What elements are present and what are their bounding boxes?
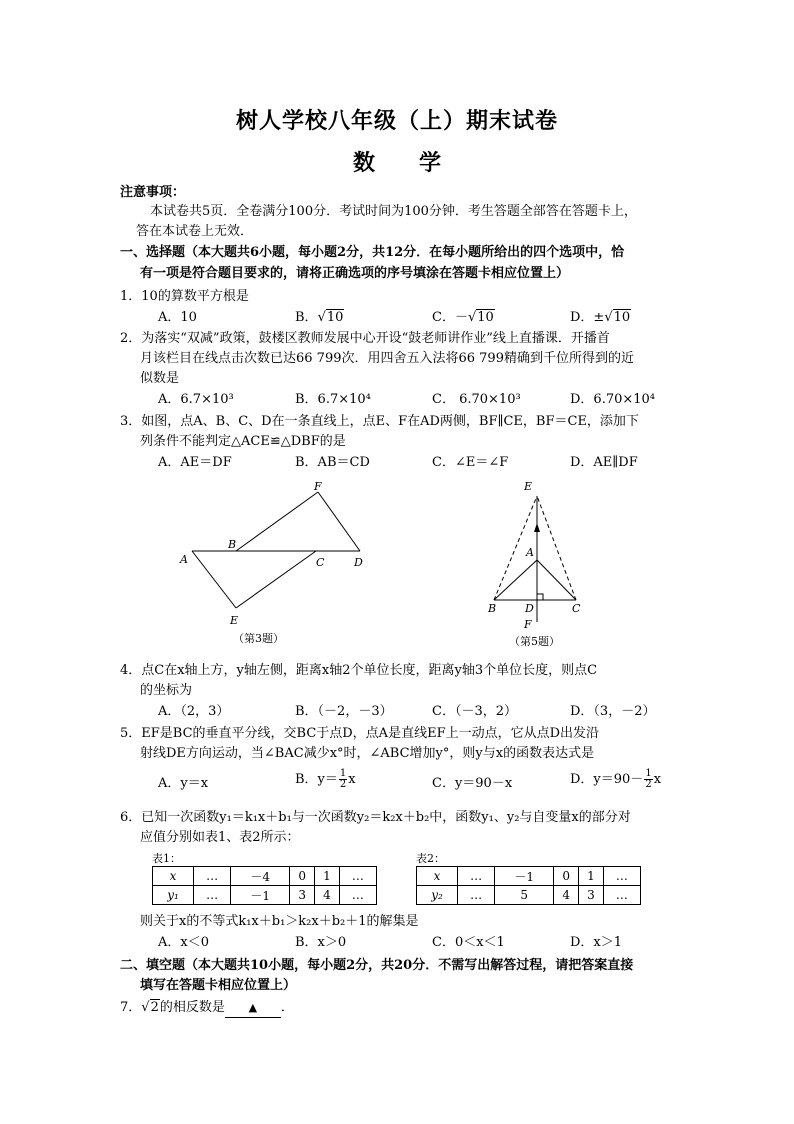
notice-line2: 答在本试卷上无效． xyxy=(136,224,254,239)
table2-row-x xyxy=(417,867,641,886)
q2-option-a: A．6.7×10³ xyxy=(158,392,234,407)
fig5-label-f: F xyxy=(524,618,532,631)
table1-label: 表1： xyxy=(152,852,181,865)
q2-line1: 2．为落实“双减”政策，鼓楼区教师发展中心开设“鼓老师讲作业”线上直播课．开播首 xyxy=(120,331,610,346)
q1-stem: 1．10的算数平方根是 xyxy=(120,289,249,304)
table-cell: … xyxy=(339,886,376,905)
q2-line3: 似数是 xyxy=(140,371,180,386)
fig5-label-a: A xyxy=(526,546,534,559)
table-cell: … xyxy=(458,886,495,905)
table-cell: … xyxy=(339,867,376,886)
q5-option-a: A．y＝x xyxy=(158,776,209,791)
q3-option-c: C．∠E＝∠F xyxy=(432,455,509,470)
q7-stem: 7．√2的相反数是 ▲ ． xyxy=(120,998,294,1018)
table1-row-x xyxy=(153,867,377,886)
q3-line1: 3．如图，点A、B、C、D在一条直线上，点E、F在AD两侧，BF∥CE，BF＝CE，添加下 xyxy=(120,414,639,429)
table-cell: 1 xyxy=(315,867,340,886)
table2-label: 表2： xyxy=(416,852,445,865)
q6-option-a: A．x＜0 xyxy=(158,935,209,950)
table2-row-y xyxy=(417,886,641,905)
fig3-line-fd xyxy=(318,492,360,551)
q3-line2: 列条件不能判定△ACE≌△DBF的是 xyxy=(140,434,346,449)
figure-q5 xyxy=(480,476,600,652)
q1-option-d: D．±√10 xyxy=(570,310,631,325)
q6-option-b: B．x＞0 xyxy=(295,935,347,950)
table-cell: … xyxy=(194,867,231,886)
section1-heading-line2: 有一项是符合题目要求的，请将正确选项的序号填涂在答题卡相应位置上） xyxy=(140,266,570,281)
section2-heading-line2: 填写在答题卡相应位置上） xyxy=(140,978,297,993)
q5-option-b: B．y＝ $\frac{1}{2}$ x xyxy=(295,768,356,790)
table-cell: x xyxy=(417,867,458,886)
q4-option-c: C．（－3，2） xyxy=(432,704,517,719)
table-cell: 5 xyxy=(495,886,554,905)
fig5-label-e: E xyxy=(524,480,533,493)
table1-row-y xyxy=(153,886,377,905)
q2-option-c: C． 6.70×10³ xyxy=(432,392,521,407)
q5-d-fraction: $\frac{1}{2}$ xyxy=(645,768,652,790)
fig3-label-f: F xyxy=(314,480,322,493)
table-cell: 3 xyxy=(290,886,315,905)
q2-option-d: D．6.70×10⁴ xyxy=(570,392,656,407)
q1-option-a: A．10 xyxy=(158,310,197,325)
table-cell: 4 xyxy=(554,886,579,905)
exam-title: 树人学校八年级（上）期末试卷 xyxy=(235,108,558,134)
table-cell: y₂ xyxy=(417,886,458,905)
q3-option-d: D．AE∥DF xyxy=(570,455,638,470)
q5-line1: 5．EF是BC的垂直平分线，交BC于点D，点A是直线EF上一动点，它从点D出发沿 xyxy=(120,726,600,741)
fig3-line-bf xyxy=(236,492,318,551)
figure-q3 xyxy=(170,478,380,648)
fig3-label-e: E xyxy=(230,614,239,627)
q4-option-b: B．（－2，－3） xyxy=(295,704,393,719)
fig3-caption: （第3题） xyxy=(233,632,284,645)
q7-answer-blank: ▲ xyxy=(225,998,281,1018)
notice-line1: 本试卷共5页．全卷满分100分．考试时间为100分钟．考生答题全部答在答题卡上， xyxy=(150,204,637,219)
fig3-line-ec xyxy=(236,551,316,608)
table2 xyxy=(416,866,641,905)
q3-option-b: B．AB＝CD xyxy=(295,455,370,470)
q5-option-d: D．y＝90－ $\frac{1}{2}$ x xyxy=(570,768,662,790)
table-cell: x xyxy=(153,867,194,886)
q3-option-a: A．AE＝DF xyxy=(158,455,232,470)
q2-option-b: B．6.7×10⁴ xyxy=(295,392,371,407)
table-cell: 0 xyxy=(554,867,579,886)
table-cell: … xyxy=(458,867,495,886)
q4-option-d: D．（3，－2） xyxy=(570,704,656,719)
q2-line2: 月该栏目在线点击次数已达66 799次．用四舍五入法将66 799精确到千位所得到的近 xyxy=(140,351,634,366)
fig3-line-ae xyxy=(192,551,236,608)
q6-option-c: C．0＜x＜1 xyxy=(432,935,505,950)
fig5-line-ab xyxy=(494,560,537,600)
fig3-label-b: B xyxy=(228,538,237,551)
q6-option-d: D．x＞1 xyxy=(570,935,623,950)
q5-b-fraction: $\frac{1}{2}$ xyxy=(339,768,347,790)
section1-heading-line1: 一、选择题（本大题共6小题，每小题2分，共12分．在每小题所给出的四个选项中，恰 xyxy=(120,245,625,260)
q6-line3: 则关于x的不等式k₁x＋b₁＞k₂x＋b₂＋1的解集是 xyxy=(140,914,419,929)
fig3-label-a: A xyxy=(180,553,188,566)
table-cell: －4 xyxy=(231,867,290,886)
table-cell: 4 xyxy=(315,886,340,905)
q1-option-c: C．－√10 xyxy=(432,310,494,325)
q5-line2: 射线DE方向运动，当∠BAC减少x°时，∠ABC增加y°，则y与x的函数表达式是 xyxy=(140,746,595,761)
table-cell: －1 xyxy=(231,886,290,905)
subject-title: 数 学 xyxy=(352,150,441,176)
table-cell: 0 xyxy=(290,867,315,886)
q1-option-b: B．√10 xyxy=(295,310,344,325)
fig3-label-c: C xyxy=(316,556,325,569)
table-cell: 3 xyxy=(579,886,604,905)
section2-heading-line1: 二、填空题（本大题共10小题，每小题2分，共20分．不需写出解答过程，请把答案直接 xyxy=(120,958,634,973)
fig5-right-angle xyxy=(537,594,543,600)
q6-line1: 6．已知一次函数y₁＝k₁x＋b₁与一次函数y₂＝k₂x＋b₂中，函数y₁、y₂与自变量x的部分对 xyxy=(120,810,631,825)
table-cell: y₁ xyxy=(153,886,194,905)
q4-line1: 4．点C在x轴上方，y轴左侧，距离x轴2个单位长度，距离y轴3个单位长度，则点C xyxy=(120,663,598,678)
q4-line2: 的坐标为 xyxy=(140,683,193,698)
table-cell: … xyxy=(194,886,231,905)
fig5-arrow-icon xyxy=(534,523,540,532)
fig5-label-b: B xyxy=(488,602,497,615)
q5-option-c: C．y＝90－x xyxy=(432,776,513,791)
q6-line2: 应值分别如表1、表2所示： xyxy=(140,830,300,845)
table-cell: … xyxy=(603,886,640,905)
fig3-label-d: D xyxy=(354,556,363,569)
table-cell: 1 xyxy=(579,867,604,886)
table-cell: … xyxy=(603,867,640,886)
table1 xyxy=(152,866,377,905)
table-cell: －1 xyxy=(495,867,554,886)
q4-option-a: A．（2，3） xyxy=(158,704,230,719)
fig5-caption: （第5题） xyxy=(509,635,560,648)
notice-heading: 注意事项： xyxy=(120,185,186,200)
fig5-label-c: C xyxy=(572,602,581,615)
fig5-line-ce xyxy=(537,496,576,600)
fig5-label-d: D xyxy=(525,602,534,615)
